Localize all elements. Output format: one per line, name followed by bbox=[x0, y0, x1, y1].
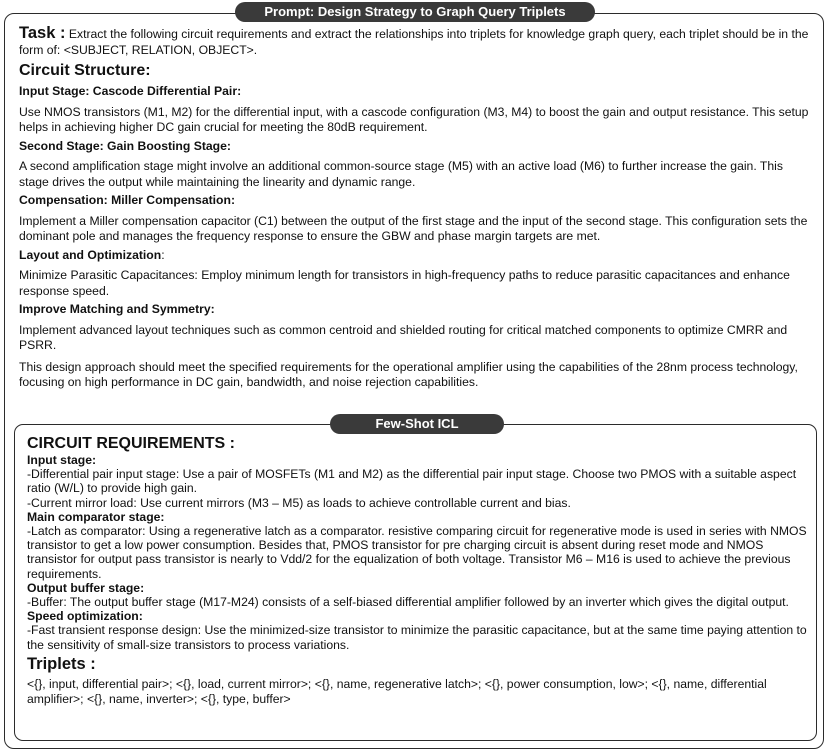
section-body-layout: Minimize Parasitic Capacitances: Employ minimum length for transistors in high-frequency paths to reduce parasitic capacitances and enhance response speed. bbox=[19, 268, 790, 298]
task-paragraph bbox=[19, 26, 815, 58]
icl-line: -Current mirror load: Use current mirrors (M3 – M5) as loads to achieve controllable current and bias. bbox=[27, 495, 571, 510]
section-heading-second-stage: Second Stage: Gain Boosting Stage: bbox=[19, 138, 231, 153]
prompt-title-tab: Prompt: Design Strategy to Graph Query Triplets bbox=[235, 2, 595, 22]
icl-heading-comparator: Main comparator stage: bbox=[27, 509, 165, 524]
task-text: Extract the following circuit requirements and extract the relationships into triplets for knowledge graph query, each triplet should be in the form of: <SUBJECT, RELATION, OBJECT>. bbox=[19, 27, 809, 57]
task-label: Task : bbox=[19, 24, 66, 42]
section-heading-input-stage: Input Stage: Cascode Differential Pair: bbox=[19, 84, 242, 98]
icl-line: -Buffer: The output buffer stage (M17-M24) consists of a self-biased differential amplifier followed by an inverter which gives the digital output. bbox=[27, 595, 789, 610]
prompt-content bbox=[19, 26, 815, 394]
section-heading-matching: Improve Matching and Symmetry: bbox=[19, 302, 215, 316]
icl-heading-output-buffer: Output buffer stage: bbox=[27, 580, 145, 595]
icl-title-tab: Few-Shot ICL bbox=[330, 414, 504, 434]
icl-line: -Differential pair input stage: Use a pair of MOSFETs (M1 and M2) as the differential pair input stage. Choose two PMOS with a suitable aspect ratio (W/L) to provide high gain. bbox=[27, 467, 797, 496]
icl-content bbox=[27, 435, 809, 707]
section-body-input-stage: Use NMOS transistors (M1, M2) for the differential input, with a cascode configuration (M3, M4) to boost the gain and output resistance. This setup helps in achieving higher DC gain crucial for meeting the 80dB requirement. bbox=[19, 104, 809, 134]
triplets-title: Triplets : bbox=[27, 654, 96, 673]
closing-paragraph: This design approach should meet the specified requirements for the operational amplifier using the capabilities of the 28nm process technology, focusing on high performance in DC gain, bandwidth, and noise rejection capabilities. bbox=[19, 359, 798, 389]
circuit-structure-title: Circuit Structure: bbox=[19, 62, 151, 79]
section-heading-compensation: Compensation: Miller Compensation: bbox=[19, 193, 236, 207]
section-body-compensation: Implement a Miller compensation capacitor (C1) between the output of the first stage and the input of the second stage. This configuration sets the dominant pole and manages the frequency response to ensure the GBW and phase margin targets are met. bbox=[19, 213, 808, 243]
section-body-second-stage: A second amplification stage might involve an additional common-source stage (M5) with an active load (M6) to further increase the gain. This stage drives the output while maintaining the linearity and dynamic range. bbox=[19, 159, 783, 189]
icl-heading-input-stage: Input stage: bbox=[27, 453, 97, 467]
section-heading-layout bbox=[19, 248, 815, 264]
triplets-text: <{}, input, differential pair>; <{}, load, current mirror>; <{}, name, regenerative latch>; <{}, power consumption, low>; <{}, name, differential amplifier>; <{}, name, inverter>; <{}, type, buffer> bbox=[27, 676, 767, 706]
icl-line: -Latch as comparator: Using a regenerative latch as a comparator. resistive comparing circuit for regenerative mode is used in series with NMOS transistor to get a low power consumption. Besides that, PMOS transistor for pre charging circuit is absent during reset mode and NMOS transistor for output pass transistor is nearly to Vdd/2 for the equalization of both voltage. Transistor M6 – M16 is used to achieve the previous requirements. bbox=[27, 524, 807, 581]
layout-heading-text: Layout and Optimization bbox=[19, 247, 162, 262]
icl-line: -Fast transient response design: Use the minimized-size transistor to minimize the parasitic capacitance, but at the same time paying attention to the sensitivity of small-size transistors to process variations. bbox=[27, 623, 807, 652]
icl-heading-speed: Speed optimization: bbox=[27, 609, 143, 624]
layout-heading-colon: : bbox=[161, 247, 165, 262]
circuit-requirements-title: CIRCUIT REQUIREMENTS : bbox=[27, 435, 235, 452]
section-body-matching: Implement advanced layout techniques such as common centroid and shielded routing for critical matched components to optimize CMRR and PSRR. bbox=[19, 322, 788, 352]
